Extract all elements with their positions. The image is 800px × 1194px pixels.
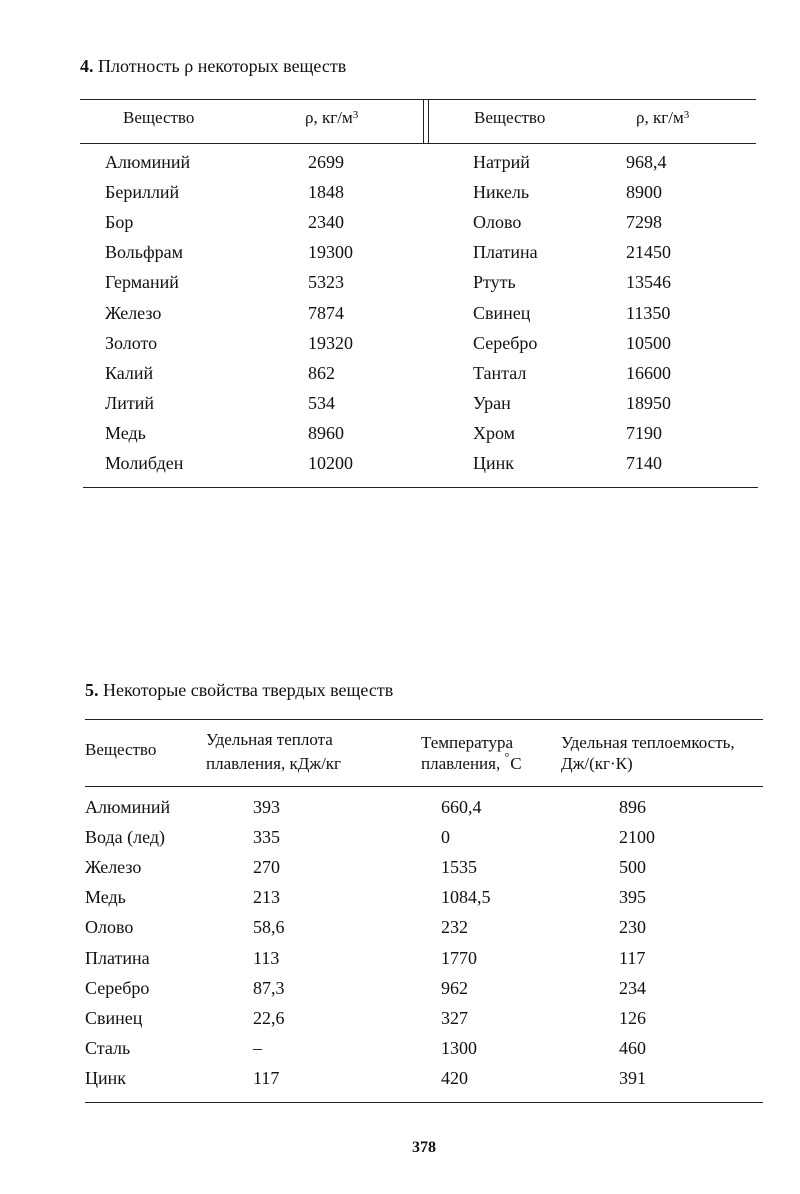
heat-capacity-value: 391 (619, 1067, 646, 1088)
substance-name: Германий (105, 272, 179, 293)
substance-name: Цинк (473, 453, 515, 473)
density-value: 11350 (626, 302, 671, 323)
heat-capacity-value: 2100 (619, 827, 655, 848)
melting-point-value: 0 (441, 827, 450, 848)
substance-name: Калий (105, 362, 154, 383)
table5-header-heat-line1: Удельная теплота (206, 730, 333, 749)
table4-bottom-rule (83, 487, 758, 488)
table5-header-substance: Вещество (85, 740, 157, 759)
density-value: 7298 (626, 212, 662, 233)
heat-capacity-value: 460 (619, 1037, 646, 1058)
density-value: 8960 (308, 422, 344, 443)
density-value: 5323 (308, 272, 344, 293)
substance-name: Сталь (85, 1037, 131, 1058)
substance-name: Вольфрам (105, 242, 184, 263)
melting-point-value: 232 (441, 917, 468, 938)
superscript-cube: 3 (352, 109, 359, 121)
density-value: 7190 (626, 422, 662, 443)
heat-of-fusion-value: 270 (253, 857, 280, 878)
melting-point-value: 1084,5 (441, 887, 491, 908)
substance-name: Серебро (85, 977, 150, 998)
density-value: 8900 (626, 182, 662, 203)
substance-name: Литий (105, 392, 154, 413)
heat-of-fusion-value: 22,6 (253, 1007, 285, 1028)
heat-capacity-value: 234 (619, 977, 646, 998)
heat-capacity-value: 230 (619, 917, 646, 938)
density-value: 10200 (308, 453, 353, 473)
substance-name: Бериллий (105, 182, 180, 203)
heat-capacity-value: 500 (619, 857, 646, 878)
table4-header-density-left: ρ, $кг/м^3$ (305, 108, 359, 127)
table5-header-capacity-line1: Удельная теплоемкость, (561, 733, 735, 752)
heat-of-fusion-value: 335 (253, 827, 280, 848)
substance-name: Ртуть (473, 272, 516, 293)
table4-header-substance-right: Вещество (474, 108, 546, 127)
density-value: 534 (308, 392, 335, 413)
heat-of-fusion-value: 58,6 (253, 917, 285, 938)
substance-name: Золото (105, 332, 158, 353)
substance-name: Железо (105, 302, 162, 323)
substance-name: Железо (85, 857, 142, 878)
substance-name: Медь (85, 887, 126, 908)
density-value: 7140 (626, 453, 662, 473)
table5-title (85, 680, 393, 701)
table5-header-rule (85, 786, 763, 787)
heat-capacity-value: 896 (619, 797, 646, 817)
density-value: 968,4 (626, 152, 667, 172)
heat-capacity-value: 126 (619, 1007, 646, 1028)
heat-of-fusion-value: 87,3 (253, 977, 285, 998)
melting-point-value: 1300 (441, 1037, 477, 1058)
substance-name: Цинк (85, 1067, 127, 1088)
substance-name: Никель (473, 182, 530, 203)
melting-point-value: 420 (441, 1067, 468, 1088)
heat-of-fusion-value: 113 (253, 947, 280, 968)
density-value: 19300 (308, 242, 353, 263)
substance-name: Алюминий (85, 797, 171, 817)
heat-capacity-value: 395 (619, 887, 646, 908)
substance-name: Олово (85, 917, 134, 938)
density-value: 10500 (626, 332, 671, 353)
degree-symbol: ° (504, 750, 510, 764)
melting-point-value: 962 (441, 977, 468, 998)
substance-name: Свинец (85, 1007, 143, 1028)
substance-name: Медь (105, 422, 146, 443)
substance-name: Бор (105, 212, 134, 233)
heat-of-fusion-value: – (253, 1037, 262, 1058)
substance-name: Алюминий (105, 152, 191, 172)
substance-name: Олово (473, 212, 522, 233)
page-number: 378 (412, 1139, 436, 1156)
density-value: 16600 (626, 362, 671, 383)
substance-name: Молибден (105, 453, 184, 473)
melting-point-value: 327 (441, 1007, 468, 1028)
heat-of-fusion-value: 213 (253, 887, 280, 908)
table5-title-text: Некоторые свойства твердых веществ (103, 680, 394, 700)
density-value: 2699 (308, 152, 344, 172)
heat-of-fusion-value: 117 (253, 1067, 280, 1088)
table5-header-capacity-line2: Дж/(кг·К) (561, 754, 633, 773)
substance-name: Уран (473, 392, 511, 413)
substance-name: Хром (473, 422, 516, 443)
substance-name: Натрий (473, 152, 530, 172)
table5-header-temp-line2: плавления, °С (421, 750, 522, 773)
substance-name: Серебро (473, 332, 538, 353)
melting-point-value: 660,4 (441, 797, 482, 817)
table4-title (80, 56, 346, 77)
table5-top-rule (85, 719, 763, 720)
table4-divider-b (428, 99, 429, 144)
substance-name: Платина (85, 947, 150, 968)
table4-divider-a (423, 99, 424, 144)
substance-name: Платина (473, 242, 538, 263)
superscript-cube: 3 (683, 109, 690, 121)
density-value: 19320 (308, 332, 353, 353)
density-value: 7874 (308, 302, 344, 323)
table5-header-temp-line1: Температура (421, 733, 514, 752)
melting-point-value: 1535 (441, 857, 477, 878)
table4-header-density-right: ρ, $кг/м^3$ (636, 108, 690, 127)
table4-top-rule (80, 99, 756, 100)
density-value: 1848 (308, 182, 344, 203)
density-value: 18950 (626, 392, 671, 413)
heat-capacity-value: 117 (619, 947, 646, 968)
table5-number: 5. (85, 680, 99, 700)
heat-of-fusion-value: 393 (253, 797, 280, 817)
table4-header-substance-left: Вещество (123, 108, 195, 127)
substance-name: Тантал (473, 362, 527, 383)
substance-name: Свинец (473, 302, 531, 323)
table4-header-rule (80, 143, 756, 144)
density-value: 13546 (626, 272, 671, 293)
density-value: 21450 (626, 242, 671, 263)
density-value: 2340 (308, 212, 344, 233)
substance-name: Вода (лед) (85, 827, 166, 848)
table5-bottom-rule (85, 1102, 763, 1103)
table4-title-text: Плотность ρ некоторых веществ (98, 56, 347, 76)
melting-point-value: 1770 (441, 947, 477, 968)
density-value: 862 (308, 362, 335, 383)
table5-header-heat-line2: плавления, кДж/кг (206, 754, 342, 773)
table4-number: 4. (80, 56, 94, 76)
